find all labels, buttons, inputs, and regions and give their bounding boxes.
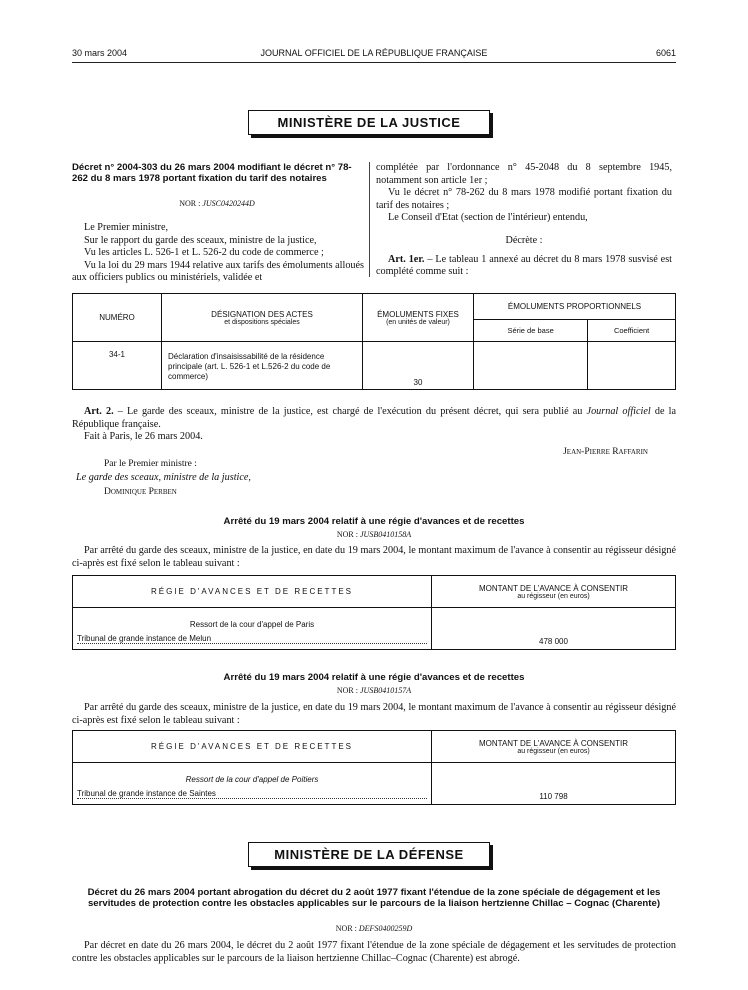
row-serie (474, 342, 588, 390)
row-numero: 34-1 (73, 342, 162, 390)
row-coefficient (588, 342, 676, 390)
defense-decree-title: Décret du 26 mars 2004 portant abrogation du décret du 2 août 1977 fixant l'étendue de la zone spéciale de dégagement et les servitudes de protection contre les obstacles applicables sur le parcours de la liaison hertzienne Chillac – Cognac (Charente) (87, 887, 661, 910)
arrete1-table (72, 575, 676, 650)
arrete2-col-regie: RÉGIE D'AVANCES ET DE RECETTES (73, 731, 432, 763)
arrete1-montant-cell: 478 000 (432, 608, 676, 650)
arrete2-table (72, 730, 676, 805)
arrete1-col-montant: MONTANT DE L'AVANCE À CONSENTIR au régisseur (en euros) (432, 576, 676, 608)
arrete2-nor: NOR : JUSB0410157A (336, 686, 412, 695)
signature-premier-ministre: Jean-Pierre Raffarin (563, 447, 648, 457)
arrete2-montant-cell: 110 798 (432, 763, 676, 805)
header-rule (72, 62, 676, 63)
col-proportionnels: ÉMOLUMENTS PROPORTIONNELS (474, 294, 676, 320)
article-2: Art. 2. – Le garde des sceaux, ministre de la justice, est chargé de l'exécution du présent décret, qui sera publié au Journal officiel de la République française. (72, 406, 676, 430)
row-designation: Déclaration d'insaisissabilité de la résidence principale (art. L. 526-1 et L.526-2 du code de commerce) (162, 342, 363, 390)
page-number: 6061 (655, 48, 676, 58)
col-designation: DÉSIGNATION DES ACTES et dispositions spéciales (162, 294, 363, 342)
header-date: 30 mars 2004 (72, 48, 128, 58)
decree-right-column: complétée par l'ordonnance n° 45-2048 du 8 septembre 1945, notamment son article 1er ; Vu le décret n° 78-262 du 8 mars 1978 modifié portant fixation du tarif des notaires ; Le Conseil d'Etat (section de l'intérieur) entendu, Décrète : Art. 1er. – Le tableau 1 annexé au décret du 8 mars 1978 susvisé est complété comme suit : (376, 162, 672, 278)
arrete2-text: Par arrêté du garde des sceaux, ministre de la justice, en date du 19 mars 2004, le montant maximum de l'avance à consentir au régisseur désigné ci-après est fixé selon le tableau suivant : (72, 702, 676, 726)
column-divider (369, 162, 370, 277)
fait-a-paris: Fait à Paris, le 26 mars 2004. (84, 431, 203, 442)
arrete2-title: Arrêté du 19 mars 2004 relatif à une régie d'avances et de recettes (223, 672, 525, 683)
col-numero: NUMÉRO (73, 294, 162, 342)
defense-text: Par décret en date du 26 mars 2004, le décret du 2 août 1977 fixant l'étendue de la zone spéciale de dégagement et les servitudes de protection contre les obstacles applicables sur le parcours de la liaison hertzienne Chillac–Cognac (Charente) est abrogé. (72, 940, 676, 964)
tarif-table (72, 293, 676, 390)
col-serie: Série de base (474, 320, 588, 342)
row-fixes: 30 (363, 342, 474, 390)
arrete1-title: Arrêté du 19 mars 2004 relatif à une régie d'avances et de recettes (223, 516, 525, 527)
decree-left-column: Le Premier ministre, Sur le rapport du garde des sceaux, ministre de la justice, Vu les articles L. 526-1 et L. 526-2 du code de commerce ; Vu la loi du 29 mars 1944 relative aux tarifs des émoluments alloués aux officiers publics ou ministériels, validée et (72, 222, 364, 284)
arrete1-regie-cell: Ressort de la cour d'appel de Paris Tribunal de grande instance de Melun (73, 608, 432, 650)
col-fixes: ÉMOLUMENTS FIXES (en unités de valeur) (363, 294, 474, 342)
col-coefficient: Coefficient (588, 320, 676, 342)
arrete2-regie-cell: Ressort de la cour d'appel de Poitiers Tribunal de grande instance de Saintes (73, 763, 432, 805)
journal-title: JOURNAL OFFICIEL DE LA RÉPUBLIQUE FRANÇAISE (260, 48, 488, 58)
arrete1-text: Par arrêté du garde des sceaux, ministre de la justice, en date du 19 mars 2004, le montant maximum de l'avance à consentir au régisseur désigné ci-après est fixé selon le tableau suivant : (72, 545, 676, 569)
par-premier-ministre: Par le Premier ministre : (104, 459, 197, 469)
ministry-justice-title: MINISTÈRE DE LA JUSTICE (248, 110, 490, 135)
arrete2-col-montant: MONTANT DE L'AVANCE À CONSENTIR au régisseur (en euros) (432, 731, 676, 763)
garde-des-sceaux: Le garde des sceaux, ministre de la justice, (76, 472, 251, 483)
ministry-defense-title: MINISTÈRE DE LA DÉFENSE (248, 842, 490, 867)
decree-nor: NOR : JUSC0420244D (179, 199, 255, 208)
arrete1-col-regie: RÉGIE D'AVANCES ET DE RECETTES (73, 576, 432, 608)
signature-garde: Dominique Perben (104, 487, 177, 497)
defense-nor: NOR : DEFS0400259D (335, 924, 413, 933)
arrete1-nor: NOR : JUSB0410158A (336, 530, 412, 539)
decree-title: Décret n° 2004-303 du 26 mars 2004 modifiant le décret n° 78-262 du 8 mars 1978 portant fixation du tarif des notaires (72, 162, 352, 184)
